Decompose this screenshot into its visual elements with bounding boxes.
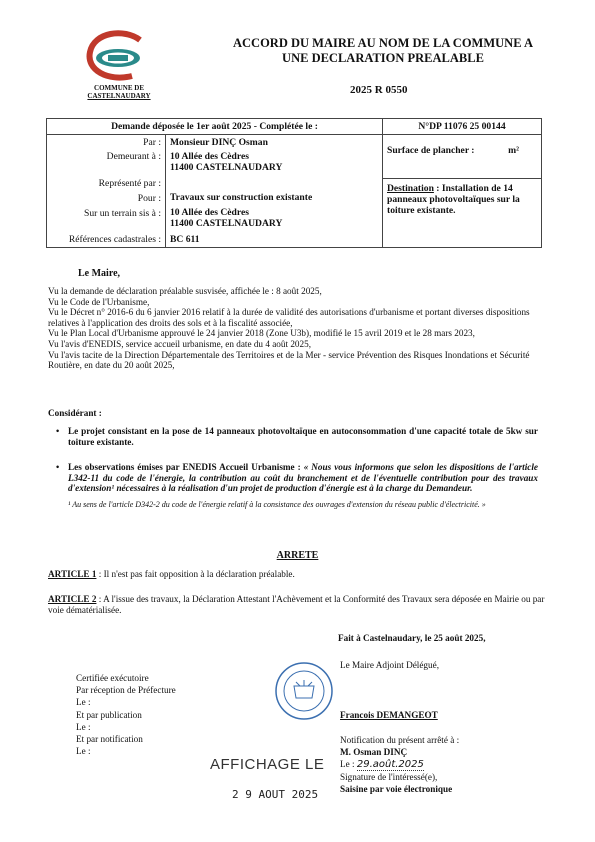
visas-block [48,286,548,371]
pour-value: Travaux sur construction existante [170,192,313,203]
document-title [218,36,548,66]
le-maire: Le Maire, [78,268,121,279]
notif-name: M. Osman DINÇ [340,747,408,757]
demeurant-line2: 11400 CASTELNAUDARY [170,162,283,173]
considerant-2 [56,462,538,509]
notification-block [340,734,459,795]
cadastre-label-cell [47,232,166,248]
signature-label: Signature de l'intéressé(e), [340,772,438,782]
terrain-line1: 10 Allée des Cèdres [170,207,249,218]
affichage-stamp: AFFICHAGE LE [210,756,325,773]
par-label: Par : [143,137,161,148]
notification: Et par notification [76,734,143,745]
article-2 [48,594,548,615]
maire-adjoint: Le Maire Adjoint Délégué, [340,660,439,670]
terrain-line2: 11400 CASTELNAUDARY [170,218,283,229]
reference-number: 2025 R 0550 [350,84,408,96]
surface-unit: m² [508,145,519,156]
signatory-name: Francois DEMANGEOT [340,710,438,720]
execution-block [76,672,176,757]
notif-date-handwritten: 29.août.2025 [356,759,424,770]
article-2-label: ARTICLE 2 [48,594,97,604]
represente-label: Représenté par : [98,178,161,189]
dp-number: N°DP 11076 25 00144 [418,121,506,132]
surface-row [387,145,537,156]
article-2-text: : A l'issue des travaux, la Déclaration Attestant l'Achèvement et la Conformité des Travaux sera déposée en Mairie ou par voie dématérialisée. [48,594,545,615]
publication: Et par publication [76,709,142,720]
municipal-seal-icon [266,660,342,722]
prefecture: Par réception de Préfecture [76,685,176,696]
considerant-2-bold: Les observations émises par ENEDIS Accueil Urbanisme : [68,462,301,472]
title-line1: ACCORD DU MAIRE AU NOM DE LA COMMUNE A [233,36,533,50]
title-line2: UNE DECLARATION PREALABLE [282,51,484,65]
article-1 [48,569,295,580]
bullet-icon: • [56,462,60,472]
destination-value: : Installation de 14 panneaux photovoltaïques sur la toiture existante. [387,183,520,216]
right-cell [383,135,542,248]
vu-6: Vu l'avis tacite de la Direction Départementale des Territoires et de la Mer - service Prévention des Risques Inondations et Sécurité Routière, en date du 20 août 2025, [48,349,530,371]
request-table [46,118,542,248]
cadastre-label: Références cadastrales : [68,234,161,245]
commune-logo [82,30,152,86]
deposit-text: Demande déposée le 1er août 2025 - Complétée le : [111,121,318,132]
logo-line2: CASTELNAUDARY [87,92,151,100]
bullet-icon: • [56,426,60,436]
considerant-2-note: ¹ Au sens de l'article D342-2 du code de l'énergie relatif à la consistance des ouvrages d'extension du réseau public d'électricité. » [68,499,486,509]
considerant-1 [56,426,538,447]
surface-label: Surface de plancher : [387,145,475,156]
notif-present: Notification du présent arrêté à : [340,735,460,745]
cadastre-value: BC 611 [170,234,200,245]
affichage-date-stamp: 2 9 AOUT 2025 [232,788,319,801]
le-3: Le : [76,746,91,757]
logo-caption [78,84,160,100]
destination-block [383,178,541,216]
arrete-heading: ARRETE [276,550,319,561]
considerant-2-italic: « Nous vous informons que selon les dispositions de l'article L342-11 du code de l'énergie, la contribution au coût du branchement et de l'éventuelle contribution pour des travaux d'extension¹ nécessaires à la réalisation d'un projet de production d'énergie est à la charge du Demandeur. [68,462,538,494]
logo-line1: COMMUNE DE [94,84,144,92]
considerant-heading: Considérant : [48,408,102,418]
deposit-cell [47,119,383,135]
le-2: Le : [76,721,91,732]
saisine: Saisine par voie électronique [340,784,453,794]
cadastre-value-cell [166,232,383,248]
notif-le: Le : [340,759,357,769]
considerant-1-text: Le projet consistant en la pose de 14 panneaux photovoltaïque en autoconsommation d'une capacité totale de 5kw sur toiture existante. [68,426,538,447]
certifie: Certifiée exécutoire [76,673,149,683]
notif-date-row [340,758,459,771]
vu-4: Vu le Plan Local d'Urbanisme approuvé le 24 janvier 2018 (Zone U3b), modifié le 15 avril 2019 et le 28 mars 2023, [48,328,475,339]
vu-1: Vu la demande de déclaration préalable susvisée, affichée le : 8 août 2025, [48,286,322,296]
values-cell [166,135,383,233]
demeurant-line1: 10 Allée des Cèdres [170,151,249,162]
article-1-label: ARTICLE 1 [48,569,97,579]
vu-3: Vu le Décret n° 2016-6 du 6 janvier 2016 relatif à la durée de validité des autorisations d'urbanisme et portant diverses dispositions relatives à l'application des droits des sols et à la fiscalité associée, [48,307,530,328]
vu-2: Vu le Code de l'Urbanisme, [48,296,150,307]
pour-label: Pour : [137,193,161,204]
vu-5: Vu l'avis d'ENEDIS, service accueil urbanisme, en date du 4 août 2025, [48,338,311,349]
par-value: Monsieur DINÇ Osman [170,137,268,148]
labels-cell [47,135,166,233]
fait-a: Fait à Castelnaudary, le 25 août 2025, [338,633,486,643]
demeurant-label: Demeurant à : [106,151,161,162]
destination-label: Destination [387,183,434,194]
le-1: Le : [76,697,91,708]
dp-number-cell [383,119,542,135]
article-1-text: : Il n'est pas fait opposition à la déclaration préalable. [96,569,295,579]
terrain-label: Sur un terrain sis à : [83,208,161,219]
